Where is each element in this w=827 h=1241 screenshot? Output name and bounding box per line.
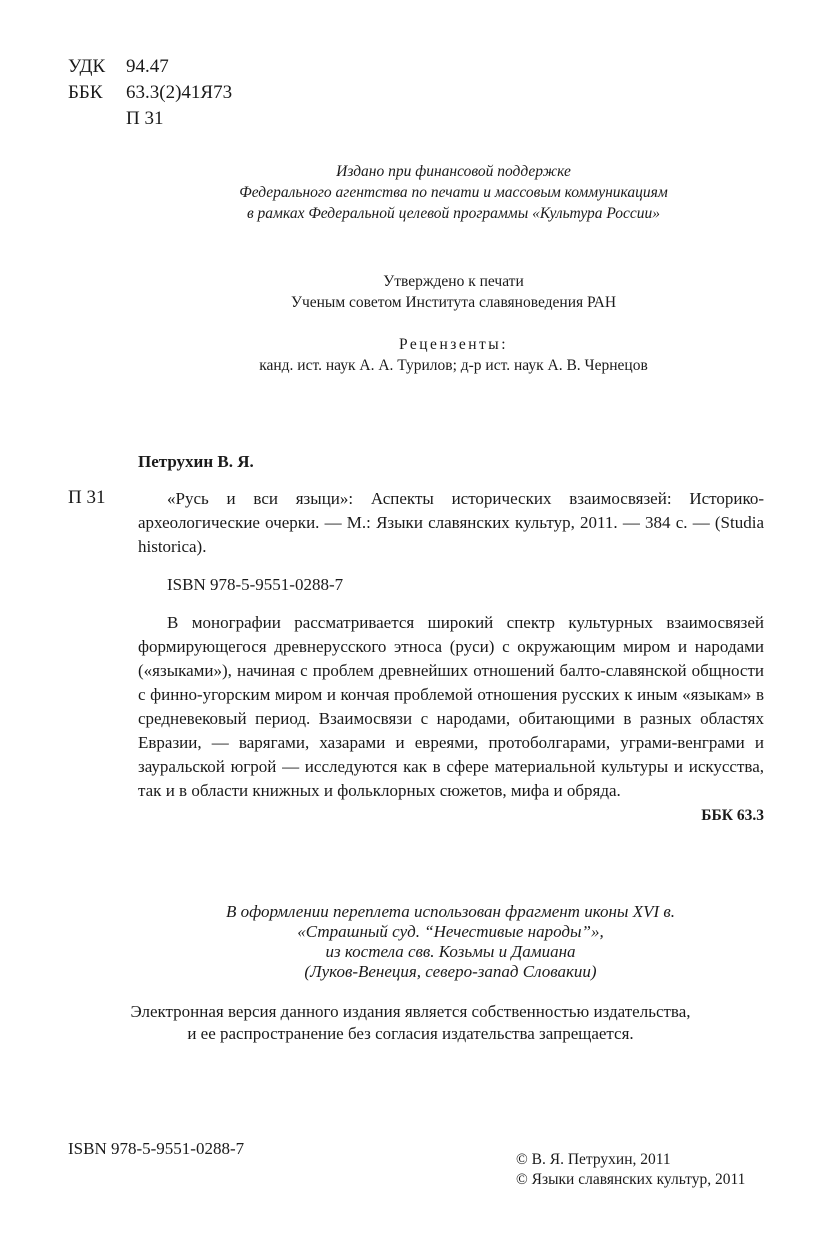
author-mark-row — [68, 106, 232, 132]
copyright-author: © В. Я. Петрухин, 2011 — [516, 1151, 671, 1168]
funding-line: в рамках Федеральной целевой программы «Культура России» — [246, 205, 661, 222]
copyright-publisher: © Языки славянских культур, 2011 — [516, 1171, 746, 1188]
bbk-row — [68, 80, 232, 106]
bbk-value: 63.3(2)41Я73 — [126, 82, 233, 103]
udc-value: 94.47 — [126, 56, 169, 77]
funding-line: Федерального агентства по печати и массовым коммуникациям — [239, 184, 668, 201]
reviewers-block — [40, 334, 827, 376]
approval-note — [40, 271, 827, 313]
approval-line: Утверждено к печати — [383, 273, 524, 290]
funding-line: Издано при финансовой поддержке — [336, 163, 571, 180]
author-mark-label — [68, 106, 126, 132]
catalog-code: П 31 — [68, 487, 106, 508]
approval-line: Ученым советом Института славяноведения РАН — [290, 294, 617, 311]
cover-line: В оформлении переплета использован фрагмент иконы XVI в. — [225, 902, 676, 921]
notice-line: и ее распространение без согласия издательства запрещается. — [187, 1024, 634, 1043]
book-title-description: «Русь и вси языци»: Аспекты исторических взаимосвязей: Историко-археологические очерки. — М.: Языки славянских культур, 2011. — 384 с. — (Studia historica). — [138, 489, 764, 556]
author-name: Петрухин В. Я. — [138, 452, 254, 471]
reviewers-names: канд. ист. наук А. А. Турилов; д-р ист. наук А. В. Чернецов — [259, 357, 648, 374]
classification-codes — [68, 54, 232, 132]
cover-line: «Страшный суд. “Нечестивые народы”», — [297, 922, 604, 941]
udc-label: УДК — [68, 56, 106, 77]
funding-note — [40, 161, 827, 224]
reviewers-heading: Рецензенты: — [398, 336, 509, 353]
isbn-bottom: ISBN 978-5-9551-0288-7 — [68, 1139, 245, 1158]
author-mark-value: П 31 — [126, 108, 164, 129]
bbk-label: ББК — [68, 82, 103, 103]
copyright-block — [516, 1150, 745, 1190]
abstract: В монографии рассматривается широкий спектр культурных взаимосвязей формирующегося древнерусского этноса (руси) с окружающим миром и народами («языками»), начиная с проблем древнейших отношений балто-славянской общности с финно-угорским миром и кончая проблемой отношения русских к иным «языкам» в средневековый период. Взаимосвязи с народами, обитающими в разных областях Евразии, — варягами, хазарами и евреями, протоболгарами, уграми-венграми и зауральской югрой — исследуются как в сфере материальной культуры и искусства, так и в области книжных и фольклорных сюжетов, мифа и обряда. — [138, 613, 764, 800]
entry-isbn: ISBN 978-5-9551-0288-7 — [167, 575, 344, 594]
cover-line: из костела свв. Козьмы и Дамиана — [325, 942, 576, 961]
notice-line: Электронная версия данного издания является собственностью издательства, — [130, 1002, 691, 1021]
udc-row — [68, 54, 232, 80]
bbk-short: ББК 63.3 — [701, 807, 764, 824]
cover-note — [37, 902, 827, 982]
electronic-notice — [0, 1001, 824, 1045]
bibliographic-entry — [138, 487, 764, 803]
cover-line: (Луков-Венеция, северо-запад Словакии) — [304, 962, 597, 981]
